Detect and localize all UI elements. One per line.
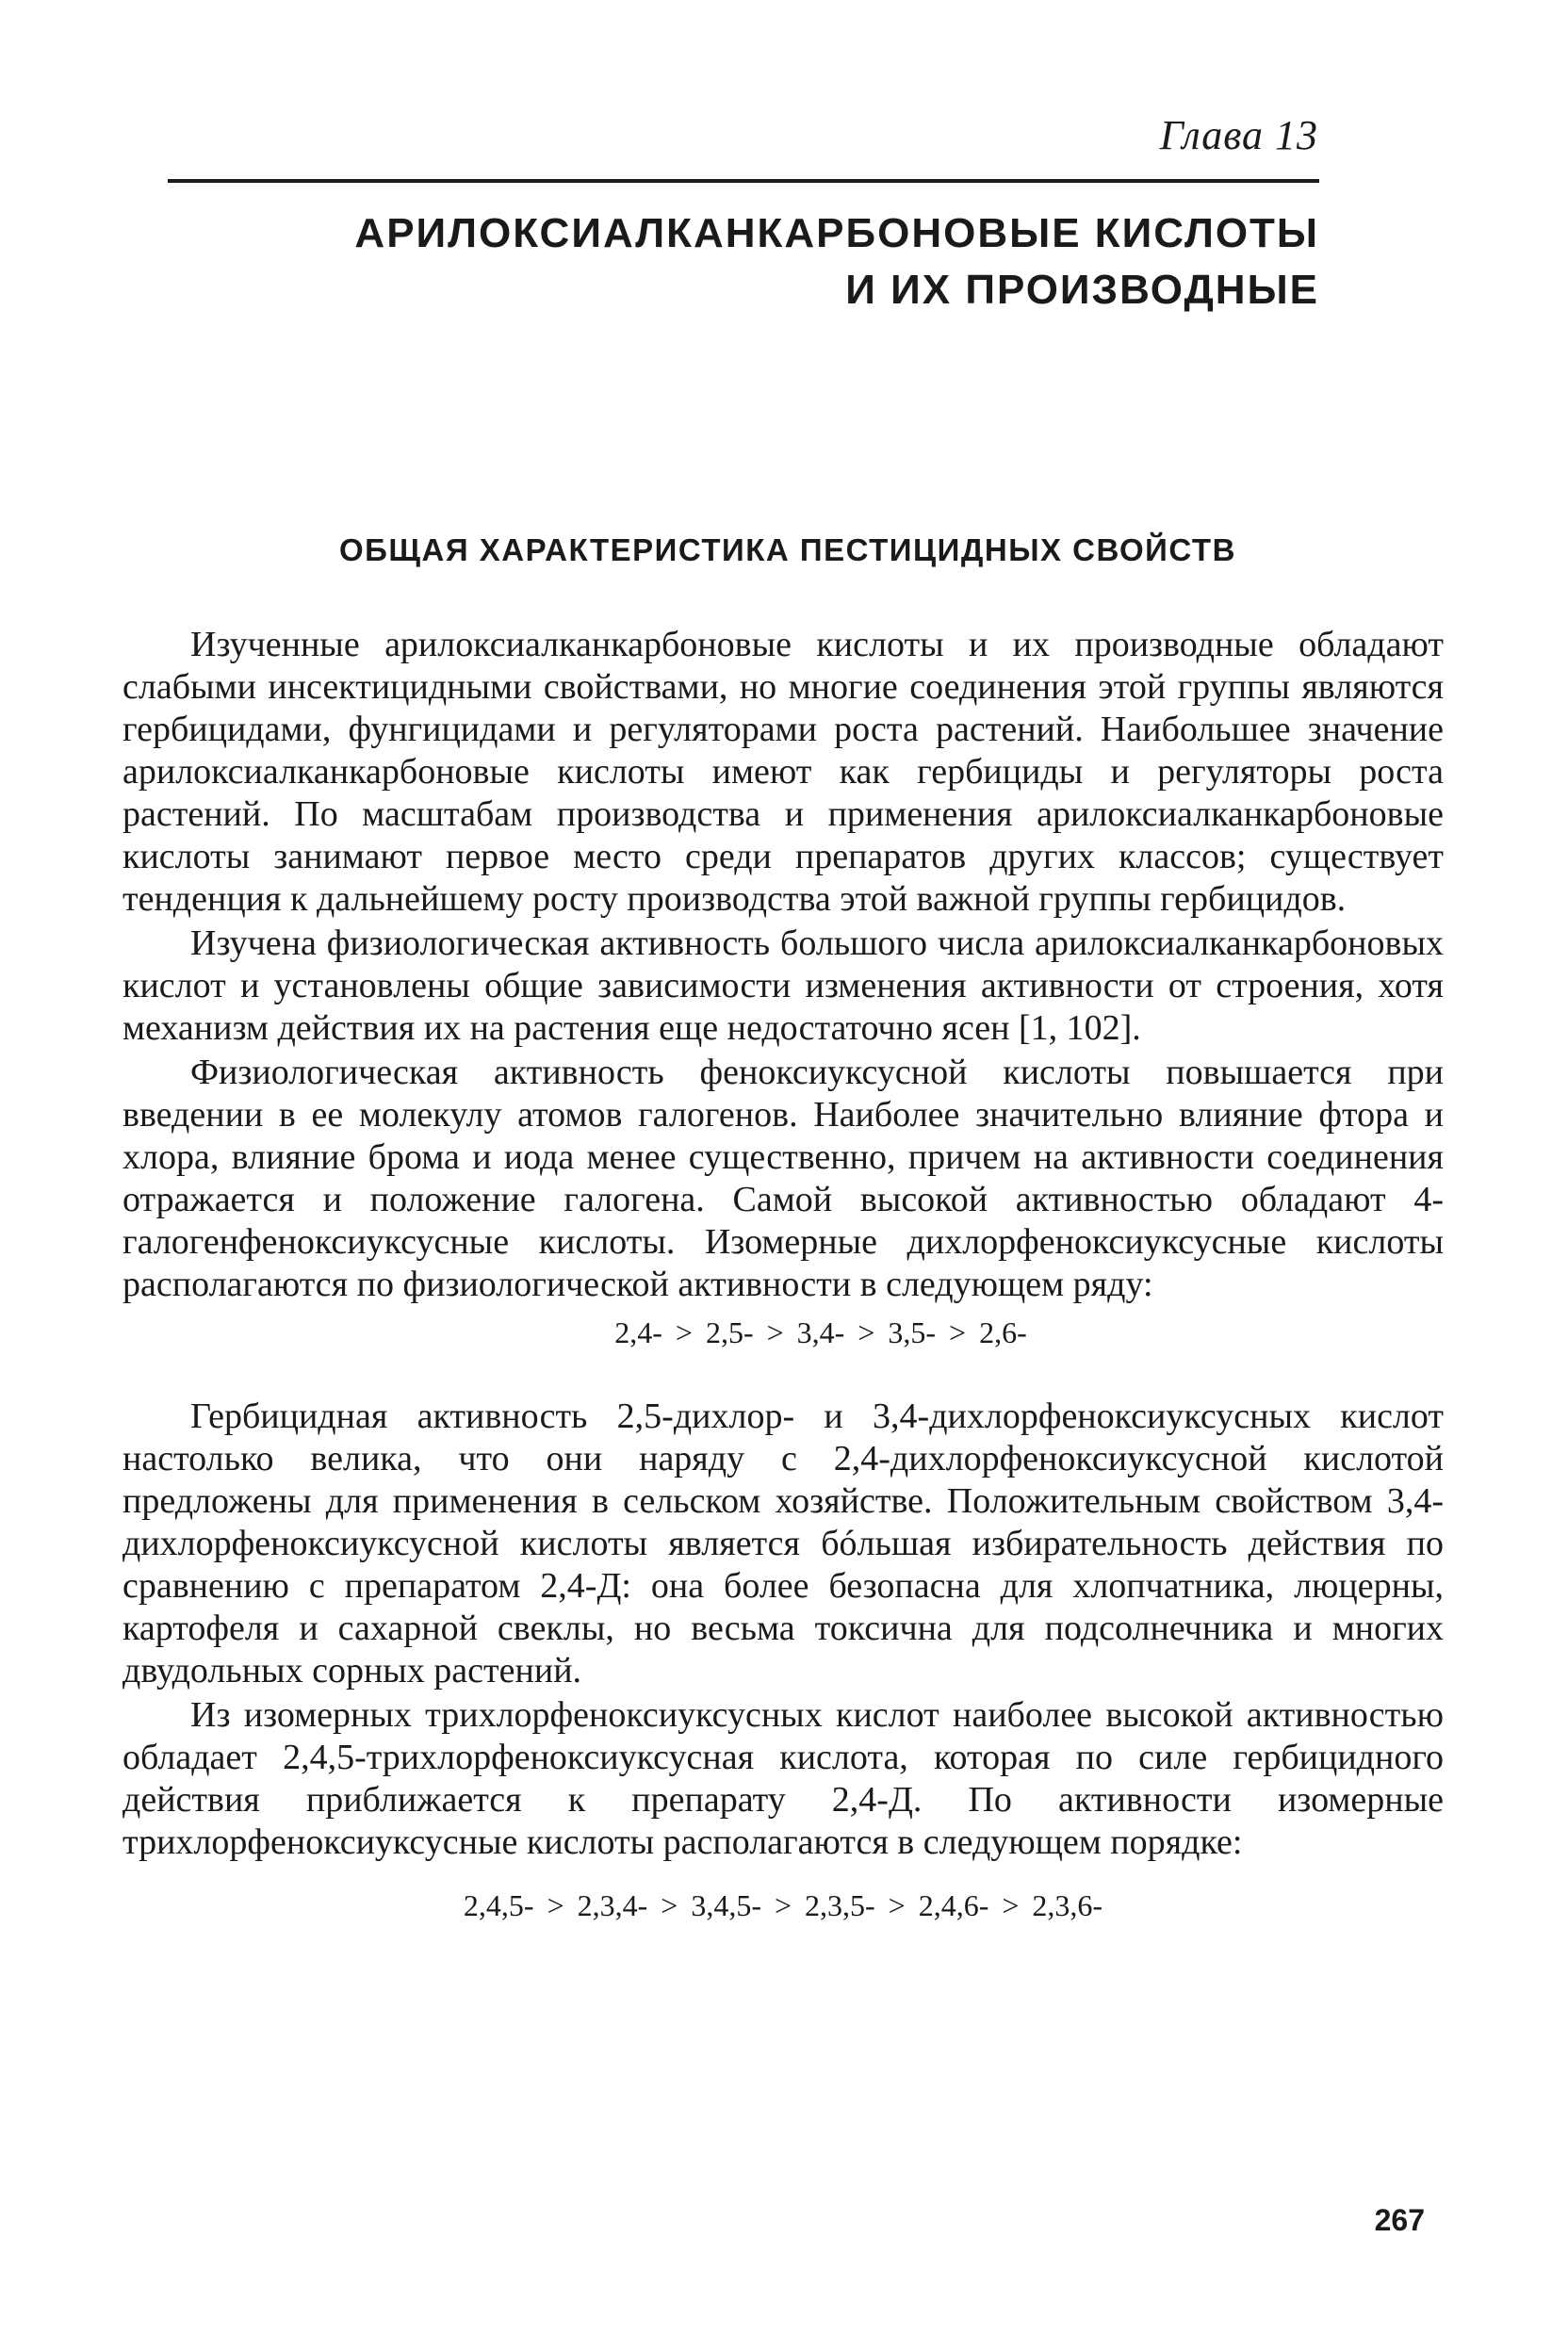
paragraph-2: Изучена физиологическая активность большого числа арилоксиалканкарбоновых кислот и установлены общие зависимости изменения активности от строения, хотя механизм действия их на растения еще недостаточно ясен [1, 102]. <box>122 923 1444 1048</box>
isomer-series-trichloro: 2,4,5- > 2,3,4- > 3,4,5- > 2,3,5- > 2,4,6- > 2,3,6- <box>463 1888 1103 1922</box>
paragraph-4: Гербицидная активность 2,5-дихлор- и 3,4-дихлорфеноксиуксусных кислот настолько велика, что они наряду с 2,4-дихлорфеноксиуксусной кислотой предложены для применения в сельском хозяйстве. Положительным свойством 3,4-дихлорфеноксиуксусной кислоты является бóльшая избирательность действия по сравнению с препаратом 2,4-Д: она более безопасна для хлопчатника, люцерны, картофеля и сахарной свеклы, но весьма токсична для подсолнечника и многих двудольных сорных растений. <box>122 1396 1444 1690</box>
section-heading: ОБЩАЯ ХАРАКТЕРИСТИКА ПЕСТИЦИДНЫХ СВОЙСТВ <box>339 532 1236 567</box>
paragraph-5: Из изомерных трихлорфеноксиуксусных кислот наиболее высокой активностью обладает 2,4,5-трихлорфеноксиуксусная кислота, которая по силе гербицидного действия приближается к препарату 2,4-Д. По активности изомерные трихлорфеноксиуксусные кислоты располагаются в следующем порядке: <box>122 1695 1444 1862</box>
paragraph-3: Физиологическая активность феноксиуксусной кислоты повышается при введении в ее молекулу атомов галогенов. Наиболее значительно влияние фтора и хлора, влияние брома и иода менее существенно, причем на активности соединения отражается и положение галогена. Самой высокой активностью обладают 4-галогенфеноксиуксусные кислоты. Изомерные дихлорфеноксиуксусные кислоты располагаются по физиологической активности в следующем ряду: <box>122 1053 1444 1304</box>
chapter-title <box>283 205 1319 318</box>
chapter-label: Глава 13 <box>1159 112 1318 158</box>
body-text <box>122 624 1444 1955</box>
isomer-series-dichloro: 2,4- > 2,5- > 3,4- > 3,5- > 2,6- <box>614 1315 1027 1349</box>
paragraph-1: Изученные арилоксиалканкарбоновые кислоты и их производные обладают слабыми инсектицидными свойствами, но многие соединения этой группы являются гербицидами, фунгицидами и регуляторами роста растений. Наибольшее значение арилоксиалканкарбоновые кислоты имеют как гербициды и регуляторы роста растений. По масштабам производства и применения арилоксиалканкарбоновые кислоты занимают первое место среди препаратов других классов; существует тенденция к дальнейшему росту производства этой важной группы гербицидов. <box>122 625 1444 919</box>
chapter-title-line-1: АРИЛОКСИАЛКАНКАРБОНОВЫЕ КИСЛОТЫ <box>354 210 1319 256</box>
chapter-title-line-2: И ИХ ПРОИЗВОДНЫЕ <box>845 267 1319 313</box>
chapter-rule <box>168 179 1319 183</box>
page-number: 267 <box>1374 2203 1425 2237</box>
